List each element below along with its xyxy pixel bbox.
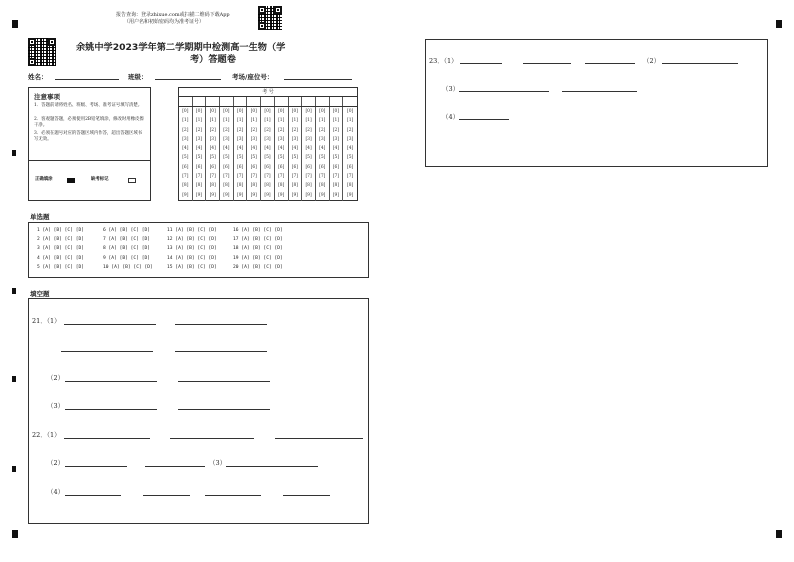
answer-blank[interactable] bbox=[226, 466, 318, 467]
exam-number-bubble[interactable]: [1] bbox=[182, 118, 189, 124]
exam-number-bubble[interactable]: [8] bbox=[195, 183, 203, 189]
exam-number-bubble[interactable]: [0] bbox=[182, 109, 189, 114]
registration-mark bbox=[12, 150, 16, 156]
exam-number-bubble[interactable]: [5] bbox=[223, 155, 230, 161]
exam-number-digit-column bbox=[261, 107, 275, 201]
exam-number-bubble[interactable]: [6] bbox=[291, 164, 298, 170]
exam-number-bubble[interactable]: [7] bbox=[278, 174, 285, 180]
exam-number-bubble[interactable]: [8] bbox=[236, 183, 244, 189]
room-seat-field[interactable] bbox=[284, 79, 352, 80]
class-label: 班级： bbox=[128, 73, 148, 81]
registration-mark bbox=[776, 20, 782, 28]
exam-number-bubble[interactable]: [1] bbox=[264, 118, 271, 124]
exam-number-bubble[interactable]: [0] bbox=[236, 109, 244, 114]
exam-number-bubble[interactable]: [9] bbox=[223, 192, 230, 198]
exam-number-bubble[interactable]: [6] bbox=[250, 164, 257, 170]
exam-number-bubble[interactable]: [7] bbox=[236, 174, 244, 180]
exam-number-digit-column bbox=[343, 107, 357, 201]
write-cell-divider bbox=[342, 97, 343, 106]
q23-answer-box bbox=[425, 39, 768, 167]
exam-number-bubble[interactable]: [2] bbox=[264, 127, 271, 133]
exam-number-bubble[interactable]: [8] bbox=[223, 183, 230, 189]
exam-number-bubble[interactable]: [7] bbox=[195, 174, 203, 180]
exam-number-bubble[interactable]: [0] bbox=[278, 109, 285, 114]
registration-mark bbox=[12, 288, 16, 294]
choice-question[interactable]: 15 [A] [B] [C] [D] bbox=[167, 264, 217, 270]
exam-number-bubble[interactable]: [5] bbox=[264, 155, 271, 161]
choice-question[interactable]: 12 [A] [B] [C] [D] bbox=[167, 237, 217, 243]
answer-blank[interactable] bbox=[61, 351, 153, 352]
sheet-qr-code bbox=[28, 38, 56, 66]
registration-mark bbox=[12, 20, 18, 28]
exam-number-bubble[interactable]: [1] bbox=[305, 118, 312, 124]
choice-question[interactable]: 1 [A] [B] [C] [D] bbox=[37, 228, 85, 233]
exam-number-bubble[interactable]: [9] bbox=[250, 192, 257, 198]
exam-number-bubble[interactable]: [4] bbox=[195, 146, 203, 152]
exam-number-digit-column bbox=[206, 107, 220, 201]
exam-number-bubble[interactable]: [5] bbox=[291, 155, 298, 161]
exam-number-bubble[interactable]: [0] bbox=[332, 109, 340, 114]
notice-divider bbox=[29, 160, 150, 161]
q21-label: 21．（1） bbox=[32, 317, 61, 325]
exam-number-bubble[interactable]: [0] bbox=[209, 109, 216, 114]
answer-blank[interactable] bbox=[283, 495, 330, 496]
exam-number-bubble[interactable]: [0] bbox=[305, 109, 312, 114]
exam-number-columns bbox=[179, 107, 357, 201]
exam-number-bubble[interactable]: [3] bbox=[223, 136, 230, 142]
exam-number-bubble[interactable]: [2] bbox=[332, 127, 340, 133]
q22-label: 22．（1） bbox=[32, 431, 61, 439]
exam-number-bubble[interactable]: [4] bbox=[319, 146, 326, 152]
exam-number-digit-column bbox=[289, 107, 303, 201]
choice-question[interactable]: 2 [A] [B] [C] [D] bbox=[37, 237, 85, 243]
exam-number-digit-column bbox=[220, 107, 234, 201]
exam-number-bubble[interactable]: [8] bbox=[332, 183, 340, 189]
exam-number-bubble[interactable]: [6] bbox=[209, 164, 216, 170]
exam-number-bubble[interactable]: [2] bbox=[195, 127, 203, 133]
exam-number-bubble[interactable]: [5] bbox=[278, 155, 285, 161]
notice-title: 注意事项 bbox=[34, 93, 60, 101]
choice-question[interactable]: 14 [A] [B] [C] [D] bbox=[167, 255, 217, 261]
exam-number-bubble[interactable]: [3] bbox=[250, 136, 257, 142]
exam-number-bubble[interactable]: [0] bbox=[195, 109, 203, 114]
name-field[interactable] bbox=[55, 79, 119, 80]
write-cell-divider bbox=[288, 97, 289, 106]
exam-number-bubble[interactable]: [4] bbox=[264, 146, 271, 152]
exam-number-bubble[interactable]: [9] bbox=[209, 192, 216, 198]
single-choice-heading: 单选题 bbox=[30, 213, 50, 221]
exam-number-bubble[interactable]: [3] bbox=[319, 136, 326, 142]
exam-number-bubble[interactable]: [1] bbox=[195, 118, 203, 124]
exam-number-bubble[interactable]: [9] bbox=[319, 192, 326, 198]
write-cell-divider bbox=[233, 97, 234, 106]
exam-number-bubble[interactable]: [7] bbox=[319, 174, 326, 180]
single-choice-box bbox=[28, 222, 369, 278]
q23-label: 23．（1） bbox=[429, 57, 458, 65]
exam-number-bubble[interactable]: [6] bbox=[305, 164, 312, 170]
choice-question[interactable]: 11 [A] [B] [C] [D] bbox=[167, 228, 217, 233]
answer-blank[interactable] bbox=[459, 119, 509, 120]
exam-number-bubble[interactable]: [7] bbox=[209, 174, 216, 180]
exam-number-bubble[interactable]: [9] bbox=[264, 192, 271, 198]
answer-blank[interactable] bbox=[585, 63, 635, 64]
q23-3-label: （3） bbox=[442, 85, 460, 93]
exam-number-bubble[interactable]: [1] bbox=[332, 118, 340, 124]
exam-number-bubble[interactable]: [7] bbox=[223, 174, 230, 180]
exam-number-bubble[interactable]: [8] bbox=[278, 183, 285, 189]
registration-mark bbox=[12, 530, 18, 538]
exam-number-bubble[interactable]: [1] bbox=[291, 118, 298, 124]
answer-blank[interactable] bbox=[205, 495, 261, 496]
exam-number-bubble[interactable]: [4] bbox=[209, 146, 216, 152]
choice-question[interactable]: 20 [A] [B] [C] [D] bbox=[233, 264, 283, 270]
exam-number-bubble[interactable]: [9] bbox=[347, 192, 354, 198]
exam-number-bubble[interactable]: [5] bbox=[209, 155, 216, 161]
choice-question[interactable]: 3 [A] [B] [C] [D] bbox=[37, 246, 85, 252]
exam-number-bubble[interactable]: [9] bbox=[182, 192, 189, 198]
exam-number-bubble[interactable]: [7] bbox=[305, 174, 312, 180]
exam-number-bubble[interactable]: [6] bbox=[264, 164, 271, 170]
exam-number-bubble[interactable]: [8] bbox=[182, 183, 189, 189]
exam-number-bubble[interactable]: [7] bbox=[291, 174, 298, 180]
exam-number-bubble[interactable]: [5] bbox=[347, 155, 354, 161]
exam-number-bubble[interactable]: [2] bbox=[347, 127, 354, 133]
answer-blank[interactable] bbox=[275, 438, 363, 439]
correct-fill-sample bbox=[67, 178, 75, 183]
login-note: （用户名和初始密码均为准考证号） bbox=[124, 19, 205, 25]
q22-2-label: （2） bbox=[47, 459, 65, 467]
exam-number-bubble[interactable]: [9] bbox=[305, 192, 312, 198]
exam-number-bubble[interactable]: [0] bbox=[291, 109, 298, 114]
q22-4-label: （4） bbox=[47, 488, 65, 496]
exam-number-bubble[interactable]: [2] bbox=[319, 127, 326, 133]
exam-number-bubble[interactable]: [3] bbox=[209, 136, 216, 142]
write-cell-divider bbox=[260, 97, 261, 106]
answer-blank[interactable] bbox=[562, 91, 637, 92]
exam-number-bubble[interactable]: [2] bbox=[278, 127, 285, 133]
answer-blank[interactable] bbox=[65, 495, 121, 496]
choice-question[interactable]: 10 [A] [B] [C] [D] bbox=[103, 264, 153, 270]
answer-blank[interactable] bbox=[170, 438, 254, 439]
exam-number-bubble[interactable]: [4] bbox=[250, 146, 257, 152]
exam-number-bubble[interactable]: [6] bbox=[195, 164, 203, 170]
exam-number-bubble[interactable]: [6] bbox=[319, 164, 326, 170]
write-cell-divider bbox=[329, 97, 330, 106]
choice-question[interactable]: 4 [A] [B] [C] [D] bbox=[37, 255, 85, 261]
exam-number-digit-column bbox=[330, 107, 344, 201]
exam-number-bubble[interactable]: [7] bbox=[347, 174, 354, 180]
exam-number-bubble[interactable]: [6] bbox=[182, 164, 189, 170]
write-cell-divider bbox=[274, 97, 275, 106]
exam-number-bubble[interactable]: [4] bbox=[332, 146, 340, 152]
choice-question[interactable]: 9 [A] [B] [C] [D] bbox=[103, 255, 151, 261]
exam-number-bubble[interactable]: [7] bbox=[264, 174, 271, 180]
exam-number-bubble[interactable]: [6] bbox=[332, 164, 340, 170]
exam-number-bubble[interactable]: [1] bbox=[278, 118, 285, 124]
exam-number-bubble[interactable]: [5] bbox=[332, 155, 340, 161]
answer-blank[interactable] bbox=[178, 381, 270, 382]
write-cell-divider bbox=[192, 97, 193, 106]
name-label: 姓名： bbox=[28, 73, 48, 81]
exam-number-bubble[interactable]: [1] bbox=[209, 118, 216, 124]
choice-question[interactable]: 16 [A] [B] [C] [D] bbox=[233, 228, 283, 233]
choice-question[interactable]: 7 [A] [B] [C] [D] bbox=[103, 237, 151, 243]
answer-blank[interactable] bbox=[175, 324, 267, 325]
exam-number-bubble[interactable]: [8] bbox=[347, 183, 354, 189]
notice-item: 1．答题前请将姓名、班级、考场、准考证号填写清楚。 bbox=[34, 103, 143, 108]
exam-number-bubble[interactable]: [1] bbox=[319, 118, 326, 124]
notice-item: 2．客观题答题，必须使用2B铅笔填涂，修改时用橡皮擦干净。 bbox=[34, 117, 144, 128]
exam-number-bubble[interactable]: [9] bbox=[278, 192, 285, 198]
answer-blank[interactable] bbox=[143, 495, 190, 496]
exam-number-digit-column bbox=[302, 107, 316, 201]
exam-number-bubble[interactable]: [2] bbox=[223, 127, 230, 133]
answer-blank[interactable] bbox=[523, 63, 571, 64]
registration-mark bbox=[776, 530, 782, 538]
app-qr-code bbox=[258, 6, 282, 30]
q23-4-label: （4） bbox=[442, 113, 460, 121]
exam-number-bubble[interactable]: [0] bbox=[264, 109, 271, 114]
exam-number-digit-column bbox=[275, 107, 289, 201]
exam-number-digit-column bbox=[234, 107, 248, 201]
exam-number-digit-column bbox=[247, 107, 261, 201]
exam-number-bubble[interactable]: [4] bbox=[182, 146, 189, 152]
q23-2-label: （2） bbox=[643, 57, 661, 65]
exam-number-bubble[interactable]: [5] bbox=[305, 155, 312, 161]
exam-number-bubble[interactable]: [5] bbox=[236, 155, 244, 161]
exam-number-bubble[interactable]: [4] bbox=[223, 146, 230, 152]
exam-number-bubble[interactable]: [5] bbox=[195, 155, 203, 161]
exam-number-bubble[interactable]: [8] bbox=[319, 183, 326, 189]
write-cell-divider bbox=[315, 97, 316, 106]
choice-question[interactable]: 8 [A] [B] [C] [D] bbox=[103, 246, 151, 252]
choice-question[interactable]: 5 [A] [B] [C] [D] bbox=[37, 264, 85, 270]
exam-number-bubble[interactable]: [5] bbox=[250, 155, 257, 161]
exam-number-bubble[interactable]: [1] bbox=[236, 118, 244, 124]
exam-number-write-row[interactable] bbox=[179, 97, 357, 107]
exam-number-bubble[interactable]: [9] bbox=[236, 192, 244, 198]
exam-number-bubble[interactable]: [7] bbox=[332, 174, 340, 180]
exam-number-bubble[interactable]: [2] bbox=[305, 127, 312, 133]
exam-number-bubble[interactable]: [4] bbox=[236, 146, 244, 152]
exam-number-grid bbox=[178, 87, 358, 201]
class-field[interactable] bbox=[155, 79, 221, 80]
sheet-title-line1: 余姚中学2023学年第二学期期中检测高一生物（学 bbox=[76, 42, 286, 53]
correct-fill-label: 正确填涂 bbox=[35, 177, 53, 182]
fill-in-box bbox=[28, 298, 369, 524]
write-cell-divider bbox=[205, 97, 206, 106]
exam-number-bubble[interactable]: [8] bbox=[209, 183, 216, 189]
q21-2-label: （2） bbox=[47, 374, 65, 382]
exam-number-bubble[interactable]: [3] bbox=[195, 136, 203, 142]
registration-mark bbox=[12, 376, 16, 382]
q21-3-label: （3） bbox=[47, 402, 65, 410]
exam-number-bubble[interactable]: [3] bbox=[291, 136, 298, 142]
exam-number-bubble[interactable]: [3] bbox=[305, 136, 312, 142]
exam-number-digit-column bbox=[316, 107, 330, 201]
exam-number-bubble[interactable]: [3] bbox=[264, 136, 271, 142]
exam-number-bubble[interactable]: [9] bbox=[195, 192, 203, 198]
exam-number-bubble[interactable]: [1] bbox=[223, 118, 230, 124]
exam-number-bubble[interactable]: [6] bbox=[223, 164, 230, 170]
answer-blank[interactable] bbox=[145, 466, 205, 467]
answer-blank[interactable] bbox=[178, 409, 270, 410]
sheet-title-line2: 考）答题卷 bbox=[190, 54, 236, 65]
answer-blank[interactable] bbox=[65, 466, 127, 467]
write-cell-divider bbox=[246, 97, 247, 106]
exam-number-bubble[interactable]: [8] bbox=[291, 183, 298, 189]
choice-question[interactable]: 17 [A] [B] [C] [D] bbox=[233, 237, 283, 243]
choice-question[interactable]: 18 [A] [B] [C] [D] bbox=[233, 246, 283, 252]
answer-blank[interactable] bbox=[175, 351, 267, 352]
missing-mark-label: 缺考标记 bbox=[91, 177, 109, 182]
exam-number-bubble[interactable]: [2] bbox=[182, 127, 189, 133]
answer-blank[interactable] bbox=[459, 91, 549, 92]
exam-number-digit-column bbox=[179, 107, 193, 201]
exam-number-bubble[interactable]: [0] bbox=[319, 109, 326, 114]
missing-mark-box[interactable] bbox=[128, 178, 136, 183]
fill-in-heading: 填空题 bbox=[30, 290, 50, 298]
exam-number-bubble[interactable]: [3] bbox=[332, 136, 340, 142]
exam-number-bubble[interactable]: [9] bbox=[332, 192, 340, 198]
exam-number-bubble[interactable]: [0] bbox=[250, 109, 257, 114]
exam-number-bubble[interactable]: [4] bbox=[291, 146, 298, 152]
exam-number-bubble[interactable]: [8] bbox=[305, 183, 312, 189]
exam-number-bubble[interactable]: [4] bbox=[305, 146, 312, 152]
exam-number-header: 考 号 bbox=[179, 88, 357, 97]
q22-3-label: （3） bbox=[209, 459, 227, 467]
answer-blank[interactable] bbox=[65, 381, 157, 382]
answer-blank[interactable] bbox=[460, 63, 502, 64]
notice-item: 3．必须在题号对应的答题区域内作答，超出答题区域书写无效。 bbox=[34, 131, 143, 142]
exam-number-digit-column bbox=[193, 107, 207, 201]
choice-question[interactable]: 6 [A] [B] [C] [D] bbox=[103, 228, 151, 233]
exam-number-bubble[interactable]: [2] bbox=[209, 127, 216, 133]
write-cell-divider bbox=[301, 97, 302, 106]
notice-box bbox=[28, 87, 151, 201]
exam-number-bubble[interactable]: [0] bbox=[223, 109, 230, 114]
answer-blank[interactable] bbox=[64, 438, 150, 439]
exam-number-bubble[interactable]: [5] bbox=[182, 155, 189, 161]
exam-number-bubble[interactable]: [5] bbox=[319, 155, 326, 161]
exam-number-bubble[interactable]: [7] bbox=[182, 174, 189, 180]
exam-number-bubble[interactable]: [2] bbox=[250, 127, 257, 133]
exam-number-bubble[interactable]: [8] bbox=[250, 183, 257, 189]
report-query-notice: 报告查询：登录zhixue.com或扫描二维码下载App bbox=[116, 12, 230, 18]
exam-number-bubble[interactable]: [0] bbox=[347, 109, 354, 114]
exam-number-bubble[interactable]: [3] bbox=[182, 136, 189, 142]
exam-number-bubble[interactable]: [2] bbox=[236, 127, 244, 133]
exam-number-bubble[interactable]: [1] bbox=[347, 118, 354, 124]
exam-number-bubble[interactable]: [4] bbox=[278, 146, 285, 152]
exam-number-bubble[interactable]: [3] bbox=[347, 136, 354, 142]
exam-number-bubble[interactable]: [7] bbox=[250, 174, 257, 180]
exam-number-bubble[interactable]: [1] bbox=[250, 118, 257, 124]
exam-number-bubble[interactable]: [6] bbox=[347, 164, 354, 170]
choice-question[interactable]: 19 [A] [B] [C] [D] bbox=[233, 255, 283, 261]
exam-number-bubble[interactable]: [2] bbox=[291, 127, 298, 133]
exam-number-bubble[interactable]: [9] bbox=[291, 192, 298, 198]
exam-number-bubble[interactable]: [3] bbox=[278, 136, 285, 142]
exam-number-bubble[interactable]: [6] bbox=[236, 164, 244, 170]
exam-number-bubble[interactable]: [8] bbox=[264, 183, 271, 189]
write-cell-divider bbox=[219, 97, 220, 106]
answer-blank[interactable] bbox=[64, 324, 156, 325]
registration-mark bbox=[12, 466, 16, 472]
answer-blank[interactable] bbox=[662, 63, 738, 64]
answer-blank[interactable] bbox=[65, 409, 157, 410]
exam-number-bubble[interactable]: [3] bbox=[236, 136, 244, 142]
exam-number-bubble[interactable]: [4] bbox=[347, 146, 354, 152]
choice-question[interactable]: 13 [A] [B] [C] [D] bbox=[167, 246, 217, 252]
exam-number-bubble[interactable]: [6] bbox=[278, 164, 285, 170]
room-seat-label: 考场/座位号： bbox=[232, 73, 274, 81]
